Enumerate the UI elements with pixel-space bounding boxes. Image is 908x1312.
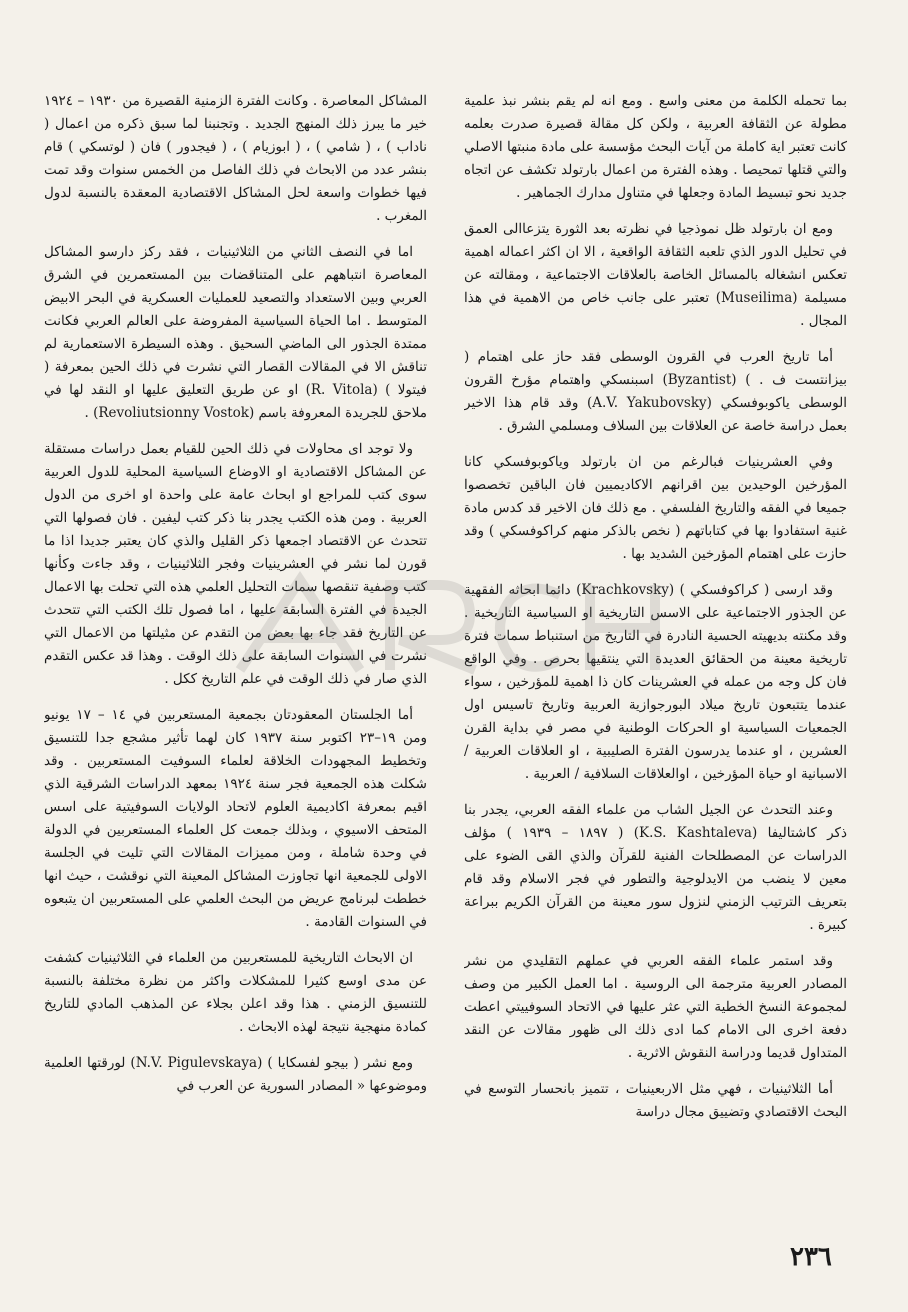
- paragraph: وعند التحدث عن الجيل الشاب من علماء الفقه العربي، يجدر بنا ذكر كاشتاليفا (K.S. Kashtaleva) ( ١٨٩٧ – ١٩٣٩ ) مؤلف الدراسات عن المصطلحات الفنية للقرآن والذي القى الضوء على معين لا ينضب من الايدلوجية والتطور في فجر الاسلام وقد قام بتعريف الترتيب الزمني لنزول سور معينة من القرآن الكريم ببراعة كبيرة .: [464, 802, 847, 933]
- paragraph: أما تاريخ العرب في القرون الوسطى فقد حاز على اهتمام ( بيزانتست ف . ) (Byzantist) اسبنسكي واهتمام مؤرخ القرون الوسطى ياكوبوفسكي (A.V. Yakubovsky) وقد قام هذا الاخير بعمل دراسة خاصة عن العلاقات بين السلاف ومسلمي الشرق .: [464, 349, 847, 434]
- paragraph: ومع ان بارتولد ظل نموذجيا في نظرته بعد الثورة يتزعاالى العمق في تحليل الدور الذي تلعبه الثقافة الواقعية ، الا ان اكثر اعماله اهمية تعكس انشغاله بالمسائل الخاصة بالعلاقات الاجتماعية ، ومقالته عن مسيلمة (Museilima) تعتبر على جانب خاص من الاهمية في هذا المجال .: [464, 221, 847, 329]
- paragraph: وقد استمر علماء الفقه العربي في عملهم التقليدي من نشر المصادر العربية مترجمة الى الروسية . اما العمل الكبير من وصف لمجموعة النسخ الخطية التي عثر عليها في الاتحاد السوفييتي اعطت دفعة اخرى الى الامام كما ادى ذلك الى ظهور مقالات عن النقد المتداول قديما ودراسة النقوش الاثرية .: [464, 953, 847, 1061]
- paragraph: المشاكل المعاصرة . وكانت الفترة الزمنية القصيرة من ١٩٣٠ – ١٩٢٤ خير ما يبرز ذلك المنهج الجديد . وتجنبنا لما سبق ذكره من اعمال ( ناداب ) ، ( شامي ) ، ( ابوزيام ) ، ( فيجدور ) فان ( لوتسكي ) قام بنشر عدد من الابحاث في ذلك الفاصل من الخمس سنوات وقد تمت فيها خطوات واسعة لحل المشاكل الاقتصادية المعقدة بالنسبة لدول المغرب .: [44, 93, 427, 224]
- paragraph: وفي العشرينيات فبالرغم من ان بارتولد وياكوبوفسكي كانا المؤرخين الوحيدين بين اقرانهم الاكاديميين فان الباقين تخصصوا جميعا في الفقه والتاريخ الفلسفي . مع ذلك فان الاخير قد كدس مادة غنية استفادوا بها في كتاباتهم ( نخص بالذكر منهم كراكوفسكي ) وقد حازت على اهتمام المؤرخين الشديد بها .: [464, 454, 847, 562]
- paragraph: اما في النصف الثاني من الثلاثينيات ، فقد ركز دارسو المشاكل المعاصرة انتباههم على المتناقضات بين المستعمرين في الشرق العربي وبين الاستعداد والتصعيد للعمليات العسكرية في البحر الابيض المتوسط . اما الحياة السياسية المفروضة على العالم العربي فكانت ممتدة الجذور الى الماضي السحيق . وهذه السيطرة الاستعمارية لم تناقش الا في المقالات القصار التي نشرت في ذلك الحين بمعرفة ( فيتولا ) (R. Vitola) او عن طريق التعليق عليها او النقد لها في ملاحق للجريدة المعروفة باسم (Revoliutsionny Vostok) .: [44, 244, 427, 421]
- left-column: [44, 90, 427, 1230]
- paragraph: ان الابحاث التاريخية للمستعربين من العلماء في الثلاثينيات كشفت عن مدى اوسع كثيرا للمشكلات واكثر من نظرة مختلفة بالنسبة للتنسيق الزمني . هذا وقد اعلن بجلاء عن المذهب المادي للتاريخ كمادة منهجية نتيجة لهذه الابحاث .: [44, 950, 427, 1035]
- page-number: ٢٣٦: [790, 1242, 832, 1272]
- paragraph: بما تحمله الكلمة من معنى واسع . ومع انه لم يقم بنشر نبذ علمية مطولة عن الثقافة العربية ، ولكن كل مقالة قصيرة صدرت بعلمه كانت تعتبر اية كاملة من آيات البحث مؤسسة على مادة منبتها الاصلي والتي قتلها تمحيصا . وهذه الفترة من اعمال بارتولد تكشف عن اتجاه جديد نحو تبسيط المادة وجعلها في متناول مدارك الجماهير .: [464, 93, 847, 201]
- paragraph: ولا توجد اى محاولات في ذلك الحين للقيام بعمل دراسات مستقلة عن المشاكل الاقتصادية او الاوضاع السياسية المحلية للدول العربية سوى كتب للمراجع او ابحاث عامة على واحدة او اخرى من الدول العربية . ومن هذه الكتب يجدر بنا ذكر كتب ليفين . فان فصولها التي تتحدث عن الاقتصاد اجمعها ذكر القليل والذي كان يعتبر جديدا اذا ما قورن لما نشر في العشرينيات وفجر الثلاثينيات ، وقد جاءت وكأنها كتب وصفية تنقصها سمات التحليل العلمي هذه التي تحلت بها الاعمال الجيدة في الفترة السابقة عليها ، اما فصول تلك الكتب التي تتحدث عن التاريخ فقد جاء بها بعض من التقدم عن مثيلتها من الاعمال التي نشرت في السنوات السابقة على ذلك الوقت . وهذا قد عكس التقدم الذي صار في ذلك الوقت في علم التاريخ ككل .: [44, 441, 427, 687]
- paragraph: أما الجلستان المعقودتان بجمعية المستعربين في ١٤ – ١٧ يونيو ومن ١٩–٢٣ اكتوبر سنة ١٩٣٧ كان لهما تأثير مشجع جدا للتنسيق وتخطيط المجهودات الخلاقة لعلماء السوفيت المستعربين . وقد شكلت هذه الجمعية فجر سنة ١٩٢٤ بمعهد الدراسات الشرقية الذي اقيم بمعرفة اكاديمية العلوم لاتحاد الولايات السوفيتية على اسس المتحف الاسيوي ، وبذلك جمعت كل العلماء المستعربين في الدولة في وحدة شاملة ، ومن مميزات المقالات التي تليت في الجلسة الاولى للجمعية انها تجاوزت المشاكل المعينة التي نوقشت ، حيث انها خططت لبرنامج عريض من البحث العلمي على المستعربين ان يتبعوه في السنوات القادمة .: [44, 707, 427, 930]
- paragraph: ومع نشر ( بيجو لفسكايا ) (N.V. Pigulevskaya) لورقتها العلمية وموضوعها « المصادر السورية عن العرب في: [44, 1055, 427, 1094]
- paragraph: وقد ارسى ( كراكوفسكي ) (Krachkovsky) دائما ابحاثه الفقهية عن الجذور الاجتماعية على الاسس التاريخية او السياسية التاريخية . وقد مكنته بديهيته الحسية النادرة في التاريخ من استنباط سمات فترة تاريخية معينة من الحقائق العديدة التي ينتقيها بحرص . وفي الواقع فان كل وجه من عمله في العشرينات كان ذا اهمية للمؤرخين ، سواء عندما يتتبعون تاريخ ميلاد البورجوازية العربية وتاريخ تاسيس اول الجمعيات السياسية او الحركات الوطنية في مصر في بداية القرن العشرين ، او عندما يدرسون الفترة الصليبية ، او العلاقات العربية / الاسبانية او حياة المؤرخين ، اوالعلاقات السلافية / العربية .: [464, 582, 847, 782]
- right-column: [464, 90, 847, 1230]
- paragraph: أما الثلاثينيات ، فهي مثل الاربعينيات ، تتميز بانحسار التوسع في البحث الاقتصادي وتضييق مجال دراسة: [464, 1081, 847, 1120]
